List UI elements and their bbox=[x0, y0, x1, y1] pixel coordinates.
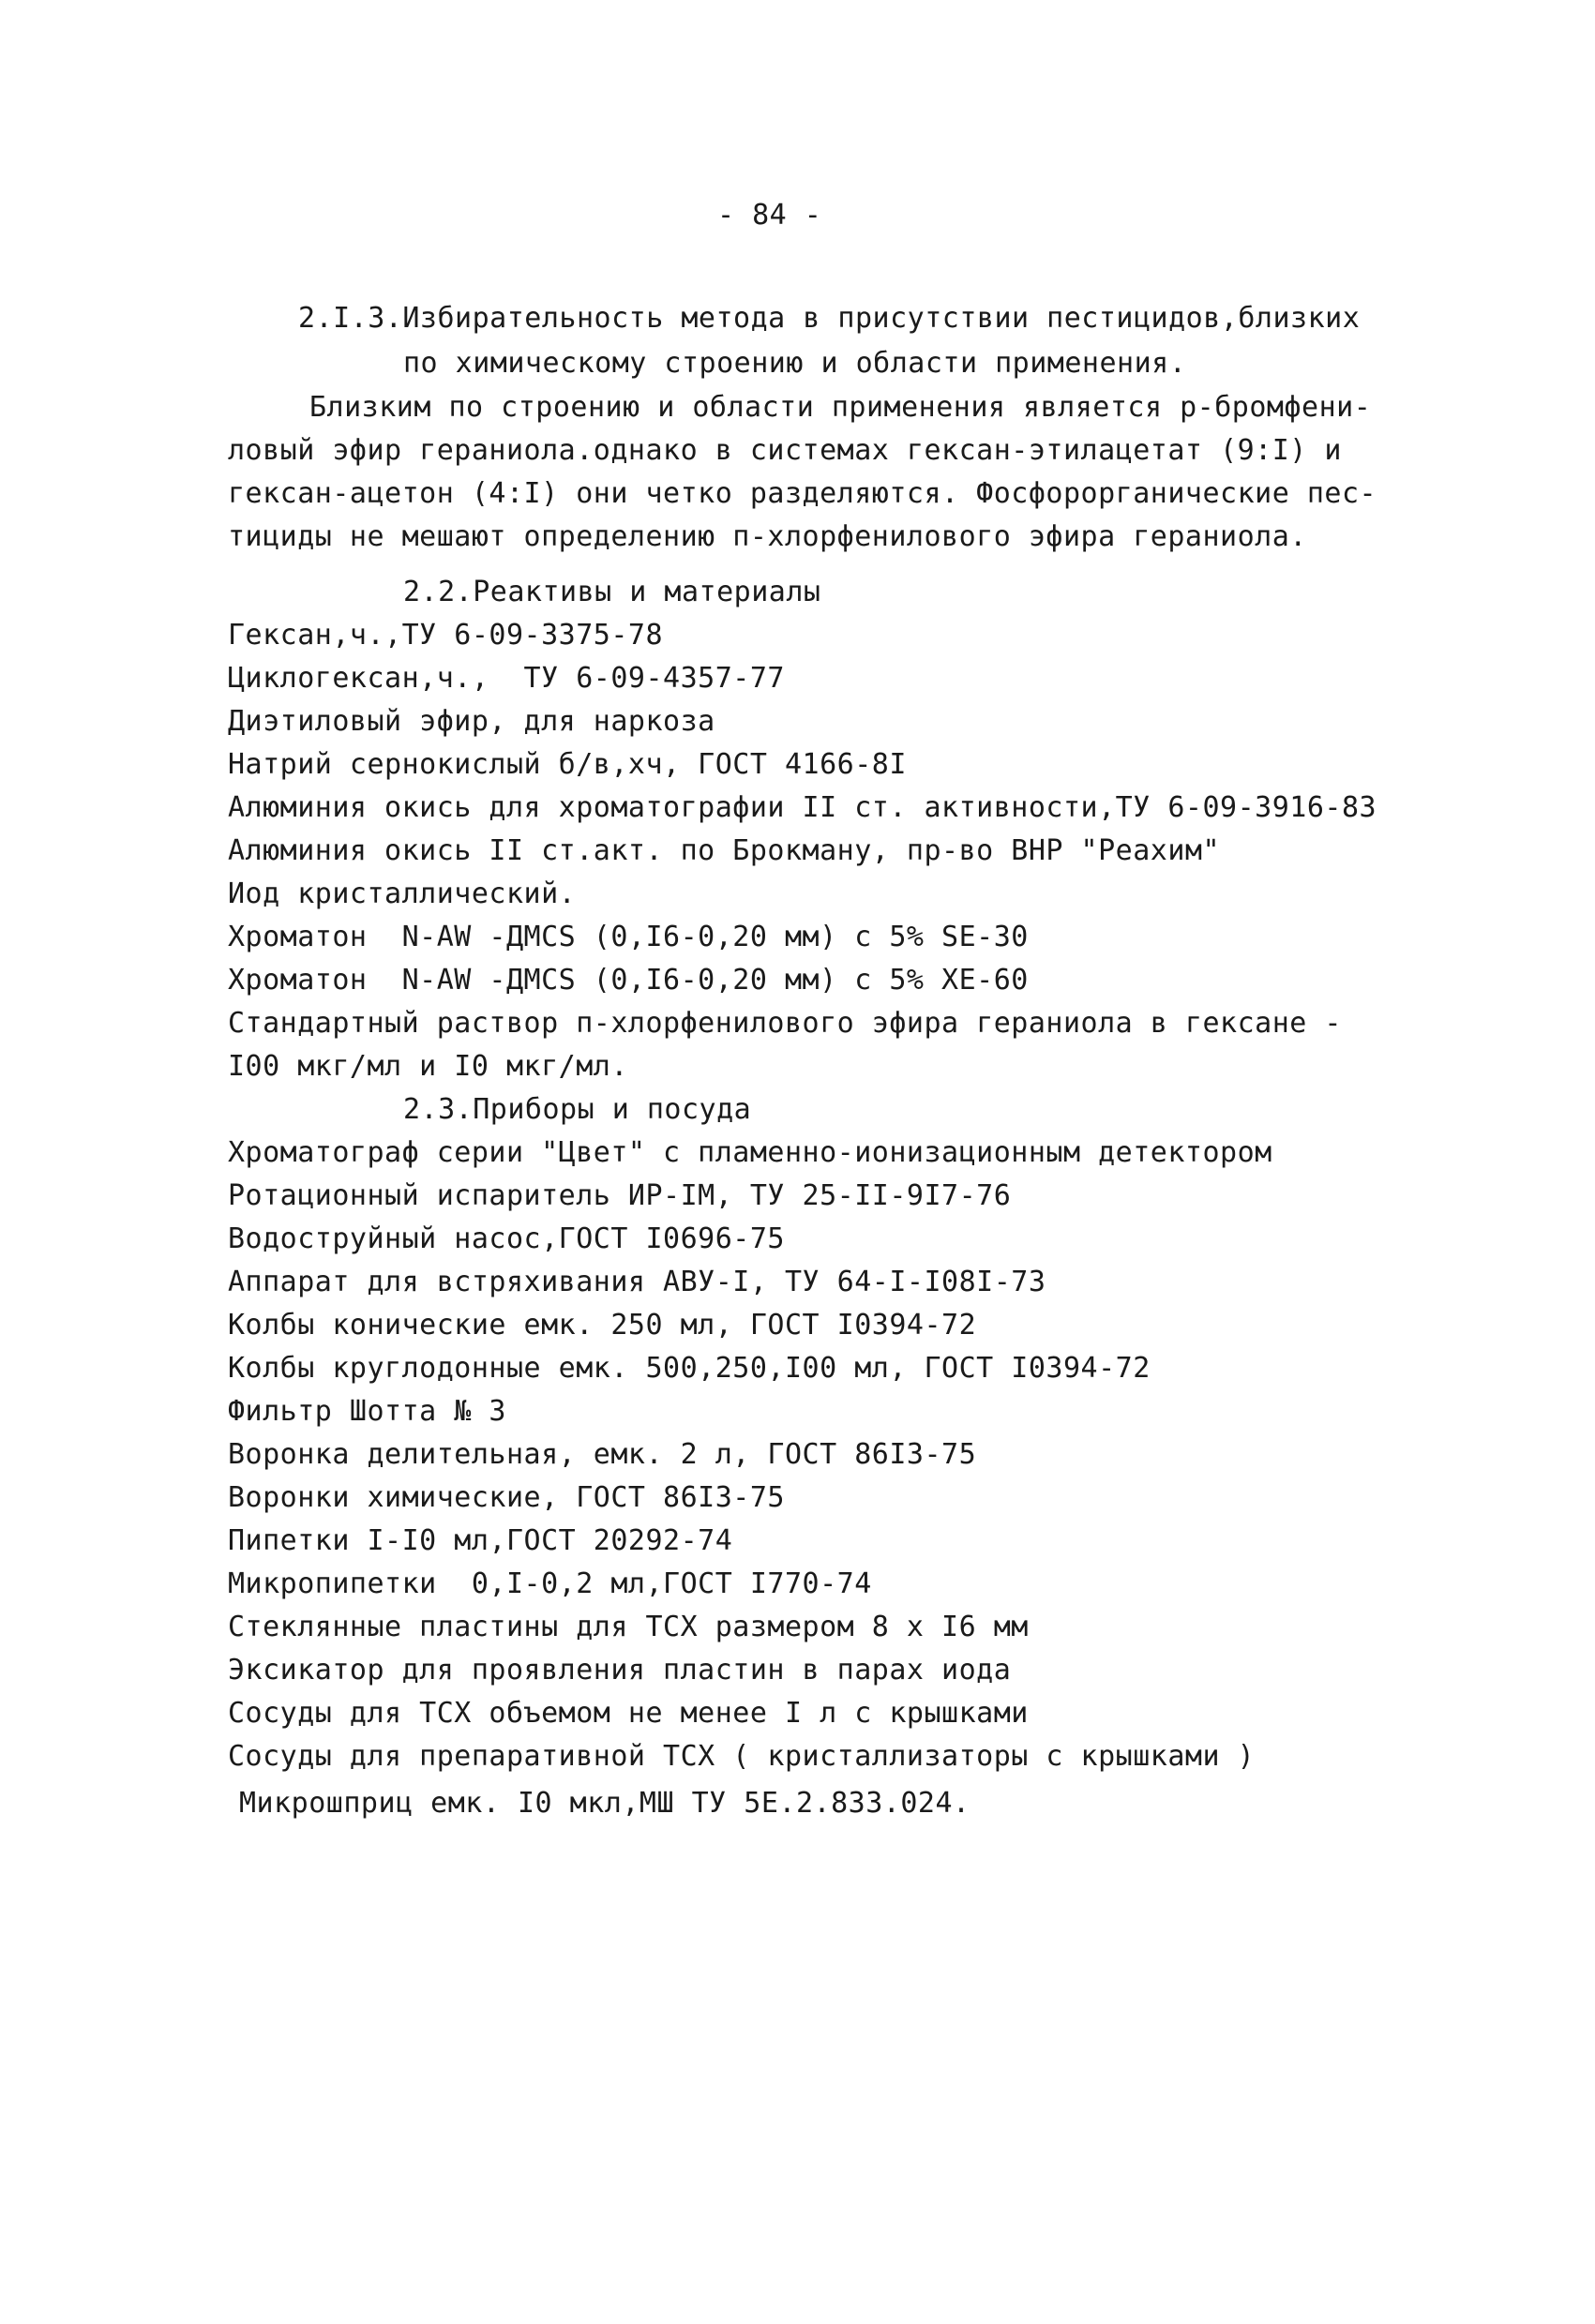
section-2-2-heading: 2.2.Реактивы и материалы bbox=[403, 576, 821, 608]
reagent-item: Хроматон N-AW -ДМСS (0,I6-0,20 мм) с 5% SE-30 bbox=[228, 921, 1029, 953]
equipment-item: Эксикатор для проявления пластин в парах иода bbox=[228, 1654, 1012, 1687]
reagent-item: Гексан,ч.,ТУ 6-09-3375-78 bbox=[228, 619, 664, 652]
reagent-item: Натрий сернокислый б/в,хч, ГОСТ 4166-8I bbox=[228, 748, 907, 781]
section-2-1-3-heading-line2: по химическому строению и области применения. bbox=[403, 347, 1187, 380]
reagent-item: Стандартный раствор п-хлорфенилового эфира гераниола в гексане - bbox=[228, 1007, 1342, 1040]
section-2-1-3-heading-line1: 2.I.3.Избирательность метода в присутствии пестицидов,близких bbox=[298, 302, 1361, 335]
reagent-item: Иод кристаллический. bbox=[228, 877, 577, 910]
reagent-item: Алюминия окись II ст.акт. по Брокману, пр-во ВНР "Реахим" bbox=[228, 834, 1221, 867]
equipment-item: Аппарат для встряхивания АВУ-I, ТУ 64-I-I08I-73 bbox=[228, 1266, 1046, 1298]
equipment-item: Микрошприц емк. I0 мкл,МШ ТУ 5Е.2.833.024. bbox=[239, 1787, 971, 1820]
equipment-item: Стеклянные пластины для ТСХ размером 8 x I6 мм bbox=[228, 1611, 1029, 1643]
paragraph-line: Близким по строению и области применения является р-бромфени- bbox=[309, 391, 1372, 424]
equipment-item: Воронки химические, ГОСТ 86I3-75 bbox=[228, 1481, 785, 1514]
equipment-item: Колбы круглодонные емк. 500,250,I00 мл, ГОСТ I0394-72 bbox=[228, 1352, 1151, 1385]
equipment-item: Пипетки I-I0 мл,ГОСТ 20292-74 bbox=[228, 1524, 733, 1557]
page-number: - 84 - bbox=[717, 199, 822, 232]
equipment-item: Колбы конические емк. 250 мл, ГОСТ I0394-72 bbox=[228, 1309, 977, 1342]
reagent-item: Диэтиловый эфир, для наркоза bbox=[228, 705, 715, 738]
reagent-item: I00 мкг/мл и I0 мкг/мл. bbox=[228, 1050, 628, 1083]
reagent-item: Алюминия окись для хроматографии II ст. активности,ТУ 6-09-3916-83 bbox=[228, 791, 1377, 824]
section-2-3-heading: 2.3.Приборы и посуда bbox=[403, 1093, 752, 1126]
equipment-item: Ротационный испаритель ИР-IМ, ТУ 25-II-9I7-76 bbox=[228, 1179, 1012, 1212]
paragraph-line: ловый эфир гераниола.однако в системах гексан-этилацетат (9:I) и bbox=[228, 434, 1342, 467]
equipment-item: Сосуды для препаративной ТСХ ( кристаллизаторы с крышками ) bbox=[228, 1740, 1256, 1773]
equipment-item: Сосуды для ТСХ объемом не менее I л с крышками bbox=[228, 1697, 1029, 1730]
equipment-item: Воронка делительная, емк. 2 л, ГОСТ 86I3-75 bbox=[228, 1438, 977, 1471]
equipment-item: Хроматограф серии "Цвет" с пламенно-ионизационным детектором bbox=[228, 1136, 1272, 1169]
equipment-item: Фильтр Шотта № 3 bbox=[228, 1395, 506, 1428]
paragraph-line: тициды не мешают определению п-хлорфенилового эфира гераниола. bbox=[228, 520, 1307, 553]
paragraph-line: гексан-ацетон (4:I) они четко разделяются. Фосфорорганические пес- bbox=[228, 477, 1377, 510]
equipment-item: Микропипетки 0,I-0,2 мл,ГОСТ I770-74 bbox=[228, 1567, 872, 1600]
equipment-item: Водоструйный насос,ГОСТ I0696-75 bbox=[228, 1222, 785, 1255]
reagent-item: Циклогексан,ч., ТУ 6-09-4357-77 bbox=[228, 662, 785, 695]
reagent-item: Хроматон N-AW -ДМСS (0,I6-0,20 мм) с 5% XE-60 bbox=[228, 964, 1029, 997]
